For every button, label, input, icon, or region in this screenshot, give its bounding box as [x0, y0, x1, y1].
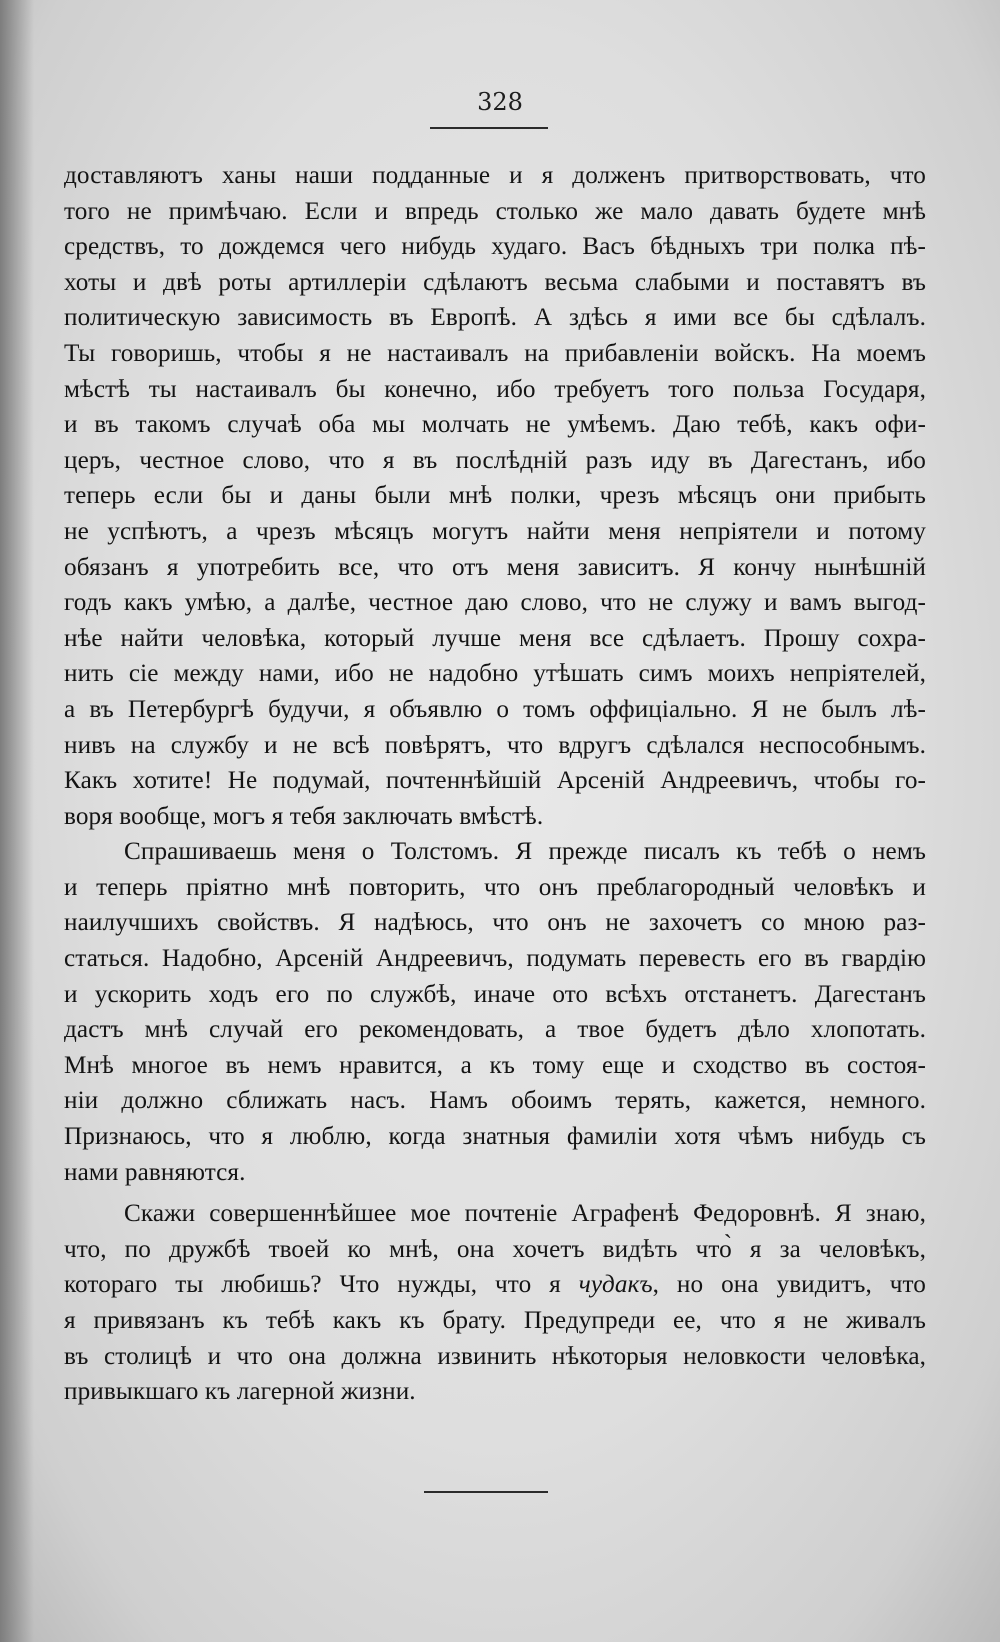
text-line: Спрашиваешь меня о Толстомъ. Я прежде писалъ къ тебѣ о немъ: [124, 838, 926, 866]
text-line: хоты и двѣ роты артиллеріи сдѣлаютъ весьма слабыми и поставятъ въ: [64, 268, 926, 296]
text-line: нивъ на службу и не всѣ повѣрятъ, что вдругъ сдѣлался неспособнымъ.: [64, 731, 926, 759]
text-line: ніи должно сближать насъ. Намъ обоимъ терять, кажется, немного.: [64, 1087, 926, 1115]
text-line: теперь если бы и даны были мнѣ полки, чрезъ мѣсяцъ они прибыть: [64, 482, 926, 510]
text-line: [64, 1267, 926, 1303]
text-line: мѣстѣ ты настаивалъ бы конечно, ибо требуетъ того польза Государя,: [64, 375, 926, 403]
text-line: и ускорить ходъ его по службѣ, иначе ото всѣхъ отстанетъ. Дагестанъ: [64, 980, 926, 1008]
text-segment: котораго ты любишь? Что нужды, что я: [64, 1271, 579, 1299]
text-line: воря вообще, могъ я тебя заключать вмѣстѣ.: [64, 802, 544, 830]
end-rule: [424, 1491, 548, 1493]
text-line: Какъ хотите! Не подумай, почтеннѣйшій Арсеній Андреевичъ, чтобы го-: [64, 767, 926, 795]
text-line: и теперь пріятно мнѣ повторить, что онъ преблагородный человѣкъ и: [64, 873, 926, 901]
text-line: Мнѣ многое въ немъ нравится, а къ тому еще и сходство въ состоя-: [64, 1051, 926, 1079]
text-line: церъ, честное слово, что я въ послѣдній разъ иду въ Дагестанъ, ибо: [64, 446, 926, 474]
text-line: политическую зависимость въ Европѣ. А здѣсь я ими все бы сдѣлалъ.: [64, 304, 926, 332]
text-line: въ столицѣ и что она должна извинить нѣкоторыя неловкости человѣка,: [64, 1342, 926, 1370]
text-line: и въ такомъ случаѣ оба мы молчать не умѣемъ. Даю тебѣ, какъ офи-: [64, 411, 926, 439]
text-line: Скажи совершеннѣйшее мое почтеніе Аграфенѣ Федоровнѣ. Я знаю,: [124, 1200, 926, 1228]
text-line: Признаюсь, что я люблю, когда знатныя фамиліи хотя чѣмъ нибудь съ: [64, 1123, 926, 1151]
text-line: нами равняются.: [64, 1158, 246, 1186]
text-line: Ты говоришь, чтобы я не настаивалъ на прибавленіи войскъ. На моемъ: [64, 339, 926, 367]
page-number: 328: [477, 88, 523, 116]
text-line: а въ Петербургѣ будучи, я объявлю о томъ оффиціально. Я не былъ лѣ-: [64, 695, 926, 723]
text-line: статься. Надобно, Арсеній Андреевичъ, подумать перевесть его въ гвардію: [64, 945, 926, 973]
text-line: не успѣютъ, а чрезъ мѣсяцъ могутъ найти меня непріятели и потому: [64, 517, 926, 545]
text-line: что, по дружбѣ твоей ко мнѣ, она хочетъ видѣть что̀ я за человѣкъ,: [64, 1235, 926, 1263]
text-line: нѣе найти человѣка, который лучше меня все сдѣлаетъ. Прошу сохра-: [64, 624, 926, 652]
text-line: дастъ мнѣ случай его рекомендовать, а твое будетъ дѣло хлопотать.: [64, 1016, 926, 1044]
text-line: наилучшихъ свойствъ. Я надѣюсь, что онъ не захочетъ со мною раз-: [64, 909, 926, 937]
text-line: я привязанъ къ тебѣ какъ къ брату. Предупреди ее, что я не живалъ: [64, 1307, 926, 1334]
text-line: нить сіе между нами, ибо не надобно утѣшать симъ моихъ непріятелей,: [64, 660, 926, 688]
text-line: доставляютъ ханы наши подданные и я долженъ притворствовать, что: [64, 162, 926, 189]
text-line: привыкшаго къ лагерной жизни.: [64, 1378, 416, 1406]
text-line: средствъ, то дождемся чего нибудь худаго. Васъ бѣдныхъ три полка пѣ-: [64, 233, 926, 261]
text-line: обязанъ я употребить все, что отъ меня зависитъ. Я кончу нынѣшній: [64, 553, 926, 581]
italic-word: чудакъ: [578, 1271, 653, 1299]
text-segment: , но она увидитъ, что: [652, 1271, 926, 1299]
text-line: того не примѣчаю. Если и впредь столько же мало давать будете мнѣ: [64, 197, 926, 225]
letter-text: [64, 158, 926, 1410]
header-rule: [430, 127, 548, 129]
text-line: годъ какъ умѣю, а далѣе, честное даю слово, что не служу и вамъ выгод-: [64, 589, 926, 617]
